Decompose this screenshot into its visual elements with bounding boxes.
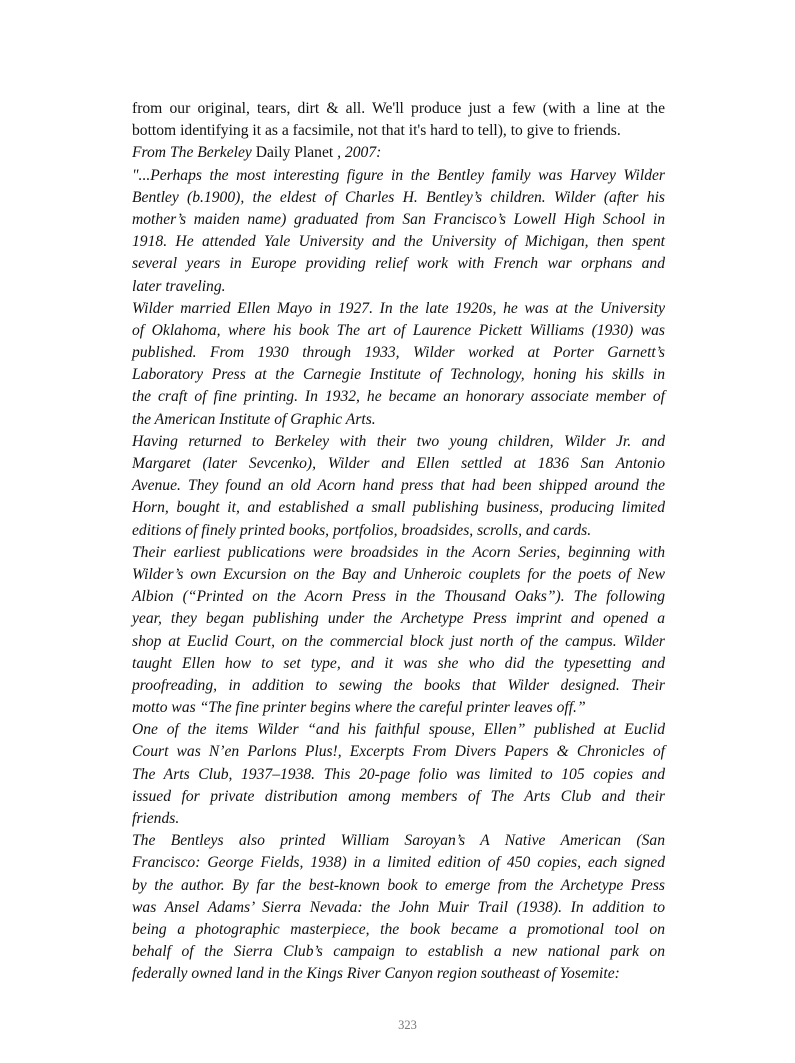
heading-text: , 2007: [337,144,382,162]
paragraph-line: federally owned land in the Kings River Canyon region southeast of Yosemite: [132,965,620,983]
paragraph-line: behalf of the Sierra Club’s campaign to establish a new national park on [132,943,665,961]
paragraph-line: Margaret (later Sevcenko), Wilder and Ellen settled at 1836 San Antonio [132,455,665,472]
paragraph-line: Having returned to Berkeley with their two young children, Wilder Jr. and [132,432,665,450]
paragraph-line: year, they began publishing under the Archetype Press imprint and opened a [132,610,665,628]
heading-text: From The Berkeley [132,144,252,162]
paragraph-line: issued for private distribution among members of The Arts Club and their [132,787,665,805]
page-number: 323 [398,1018,417,1032]
paragraph-line: Wilder’s own Excursion on the Bay and Unheroic couplets for the poets of New [132,565,665,583]
paragraph-line: Avenue. They found an old Acorn hand press that had been shipped around the [132,477,665,495]
paragraph-line: Their earliest publications were broadsides in the Acorn Series, beginning with [132,543,665,561]
paragraph-line: friends. [132,810,180,827]
paragraph-line: the craft of fine printing. In 1932, he became an honorary associate member of [132,388,665,406]
paragraph-line: The Bentleys also printed William Saroyan’s A Native American (San [132,832,665,850]
paragraph-line: proofreading, in addition to sewing the books that Wilder designed. Their [132,676,665,694]
paragraph-line: Horn, bought it, and established a small publishing business, producing limited [132,499,665,517]
paragraph-line: by the author. By far the best-known book to emerge from the Archetype Press [132,876,665,894]
paragraph-line: being a photographic masterpiece, the book became a promotional tool on [132,920,665,938]
paragraph-line: Court was N’en Parlons Plus!, Excerpts From Divers Papers & Chronicles of [132,743,665,761]
paragraph-line: bottom identifying it as a facsimile, not that it's hard to tell), to give to friends. [132,122,621,140]
publication-name: Daily Planet [251,144,338,162]
paragraph-line: Laboratory Press at the Carnegie Institute of Technology, honing his skills in [132,366,665,384]
source-heading [132,142,665,164]
paragraph-line: the American Institute of Graphic Arts. [132,410,376,428]
paragraph-line: several years in Europe providing relief work with French war orphans and [132,255,665,273]
paragraph-line: Albion (“Printed on the Acorn Press in the Thousand Oaks”). The following [132,588,665,606]
paragraph-line: motto was “The fine printer begins where the careful printer leaves off.” [132,699,586,717]
paragraph-line: of Oklahoma, where his book The art of Laurence Pickett Williams (1930) was [132,321,665,339]
paragraph-line: "...Perhaps the most interesting figure in the Bentley family was Harvey Wilder [132,166,665,184]
paragraph-line: taught Ellen how to set type, and it was she who did the typesetting and [132,654,665,672]
paragraph-line: 1918. He attended Yale University and the University of Michigan, then spent [132,233,665,251]
paragraph-line: editions of finely printed books, portfolios, broadsides, scrolls, and cards. [132,521,592,539]
paragraph-line: Francisco: George Fields, 1938) in a limited edition of 450 copies, each signed [132,854,665,872]
paragraph-line: Bentley (b.1900), the eldest of Charles H. Bentley’s children. Wilder (after his [132,188,665,206]
paragraph-line: was Ansel Adams’ Sierra Nevada: the John Muir Trail (1938). In addition to [132,898,665,916]
paragraph-line: Wilder married Ellen Mayo in 1927. In the late 1920s, he was at the University [132,299,665,317]
paragraph-line: later traveling. [132,277,226,295]
paragraph-line: The Arts Club, 1937–1938. This 20-page folio was limited to 105 copies and [132,765,665,783]
paragraph-line: published. From 1930 through 1933, Wilder worked at Porter Garnett’s [132,344,665,362]
document-body [132,98,665,986]
paragraph-line: shop at Euclid Court, on the commercial block just north of the campus. Wilder [132,632,665,650]
paragraph-line: from our original, tears, dirt & all. We'll produce just a few (with a line at the [132,100,665,117]
paragraph-line: mother’s maiden name) graduated from San Francisco’s Lowell High School in [132,210,665,228]
paragraph-line: One of the items Wilder “and his faithful spouse, Ellen” published at Euclid [132,721,665,739]
